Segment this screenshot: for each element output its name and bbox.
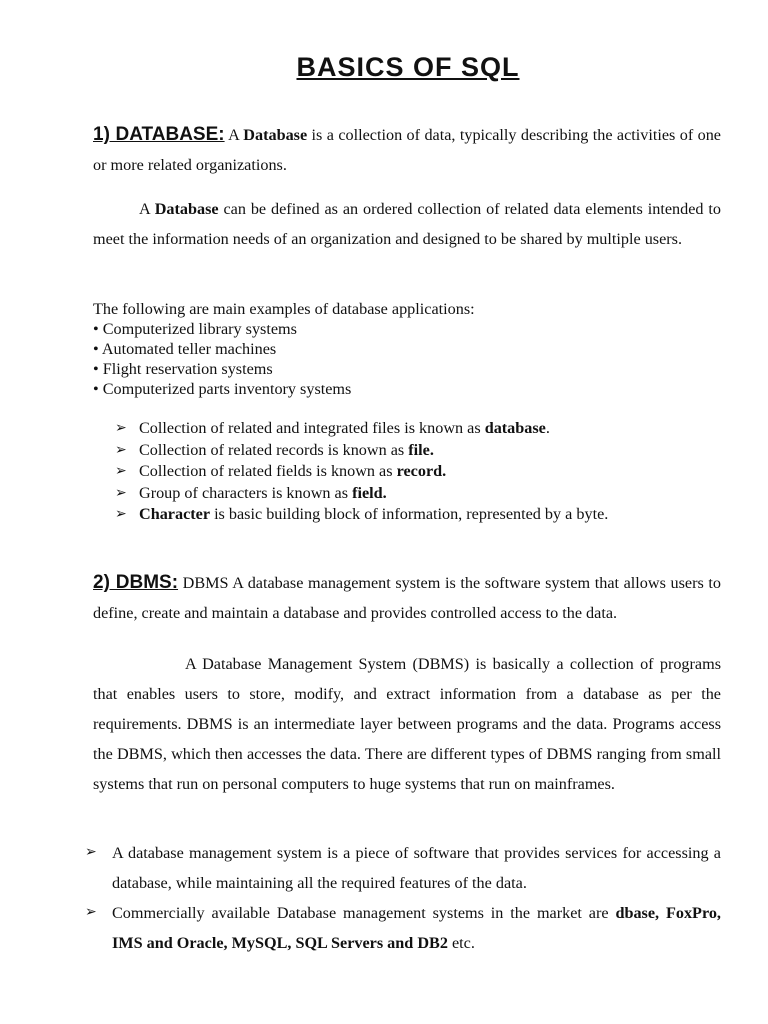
list-item: ➢ Collection of related fields is known as record. [93,461,721,483]
examples-intro: The following are main examples of database applications: [93,300,475,318]
section-heading-database: 1) DATABASE: [93,124,225,145]
database-paragraph-2: A Database can be defined as an ordered collection of related data elements intended to meet the information needs of an organization and designed to be shared by multiple users. [93,200,721,248]
examples-list [93,299,721,399]
list-item: • Automated teller machines [93,340,277,358]
page-title: BASICS OF SQL [296,52,520,82]
database-definition: 1) DATABASE: A Database is a collection of data, typically describing the activities of one or more related organizations. [93,124,721,174]
list-item: ➢ A database management system is a piece of software that provides services for accessing a database, while maintaining all the required features of the data. [93,838,721,898]
list-item: • Computerized library systems [93,320,297,338]
arrow-bullet-icon: ➢ [85,845,97,860]
dbms-paragraph-2: A Database Management System (DBMS) is basically a collection of programs that enables users to store, modify, and extract information from a database as per the requirements. DBMS is an intermediate layer between programs and the data. Programs access the DBMS, which then accesses the data. There are different types of DBMS ranging from small systems that run on personal computers to huge systems that run on mainframes. [93,655,721,793]
section-heading-dbms: 2) DBMS: [93,572,179,593]
list-item: • Flight reservation systems [93,360,273,378]
list-item: ➢ Commercially available Database management systems in the market are dbase, FoxPro, IMS and Oracle, MySQL, SQL Servers and DB2 etc. [93,898,721,958]
list-item: ➢ Group of characters is known as field. [93,483,721,505]
arrow-bullet-icon: ➢ [115,442,127,458]
list-item: • Computerized parts inventory systems [93,380,352,398]
arrow-bullet-icon: ➢ [115,421,127,436]
arrow-bullet-icon: ➢ [115,485,127,501]
list-item: ➢ Collection of related records is known as file. [93,440,721,462]
dbms-bullet-list [85,838,721,958]
dbms-definition: 2) DBMS: DBMS A database management system is the software system that allows users to define, create and maintain a database and provides controlled access to the data. [93,572,721,622]
list-item: ➢ Character is basic building block of information, represented by a byte. [93,504,721,526]
list-item: ➢ Collection of related and integrated files is known as database. [93,418,721,440]
definitions-bullet-list [93,418,721,526]
arrow-bullet-icon: ➢ [85,905,97,920]
arrow-bullet-icon: ➢ [115,464,127,479]
arrow-bullet-icon: ➢ [115,507,127,522]
